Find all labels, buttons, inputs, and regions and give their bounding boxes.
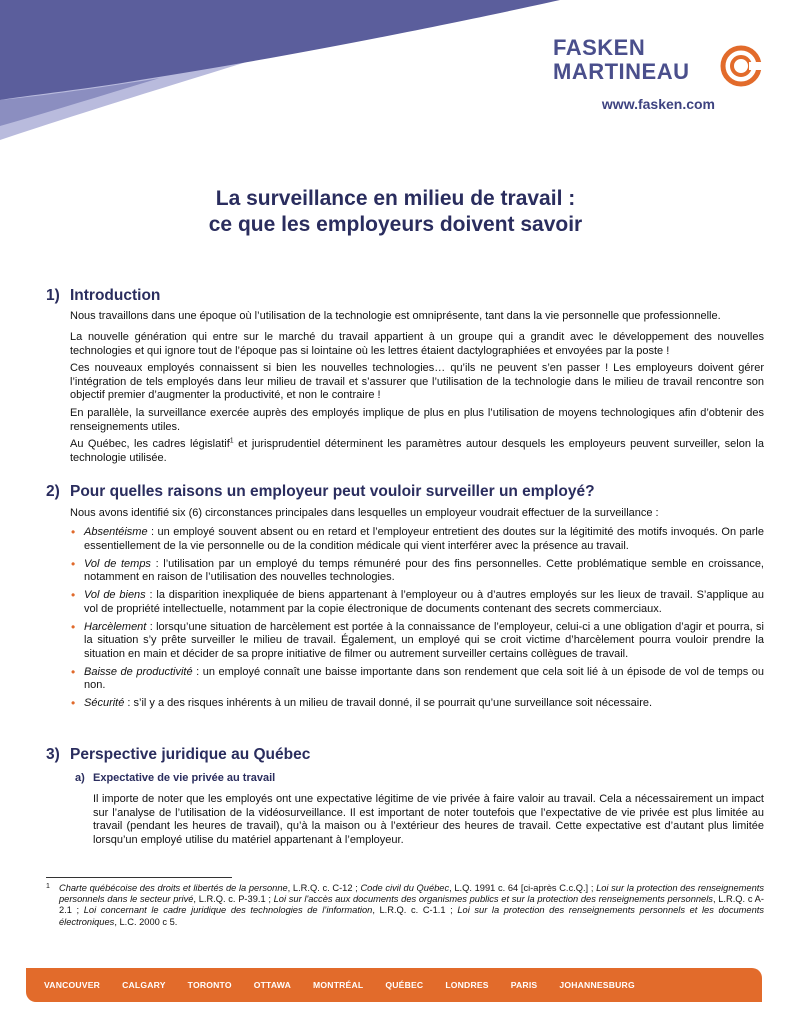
reason-text: : la disparition inexpliquée de biens appartenant à l’employeur ou à d’autres employés sur les lieux de travail. S’applique au vol de propriété intellectuelle, notamment par la copie électronique de documents contenant des secrets commerciaux.	[84, 589, 765, 615]
p5-text-b: et jurisprudentiel déterminent les paramètres autour desquels les employeurs peuvent surveiller, selon la technologie utilisée.	[70, 438, 764, 464]
section1-paragraph-2: La nouvelle génération qui entre sur le marché du travail appartient à un groupe qui a grandit avec le développement des nouvelles technologies et qui ignore tout de l’époque pas si lointaine où les lettres étaient dactylographiées et envoyées par la poste !	[70, 331, 764, 357]
office-name: VANCOUVER	[44, 980, 101, 990]
reason-term: Vol de biens	[84, 589, 146, 601]
footnote-1	[46, 883, 764, 928]
section3a-number: a)	[75, 772, 85, 784]
footnote-number: 1	[46, 883, 50, 890]
bullet-icon: •	[71, 588, 76, 602]
logo-swirl-icon	[719, 44, 763, 88]
office-name: CALGARY	[122, 980, 166, 990]
section2-title: Pour quelles raisons un employeur peut vouloir surveiller un employé?	[70, 483, 595, 500]
section1-heading	[46, 287, 160, 305]
bullet-icon: •	[71, 525, 76, 539]
footnote-ref-1[interactable]: 1	[229, 437, 234, 445]
section2-number: 2)	[46, 483, 60, 500]
reason-text: : lorsqu’une situation de harcèlement est portée à la connaissance de l’employeur, celui-ci a une obligation d’agir et pourra, si la situation s’y prête surveiller le milieu de travail. Également, un employé qui se croit victime d’harcèlement pourra vouloir prendre la situation en main et décider de sa propre initiative de filmer ou autrement surveiller certains collègues de travail.	[84, 620, 764, 660]
office-list	[44, 980, 657, 990]
p5-text-a: Au Québec, les cadres législatif	[70, 438, 230, 450]
office-name: MONTRÉAL	[313, 980, 364, 990]
header-swoosh-graphic	[0, 0, 791, 180]
office-name: PARIS	[510, 980, 538, 990]
section1-paragraph-4: En parallèle, la surveillance exercée auprès des employés implique de plus en plus l’utilisation de moyens technologiques afin d’obtenir des renseignements utiles.	[70, 407, 764, 433]
reason-term: Absentéisme	[84, 526, 148, 538]
bullet-icon: •	[71, 696, 76, 710]
section3a-heading	[75, 772, 275, 784]
section1-paragraph-1: Nous travaillons dans une époque où l’utilisation de la technologie est omniprésente, tant dans la vie personnelle que professionnelle.	[70, 310, 721, 322]
section3a-title: Expectative de vie privée au travail	[93, 772, 276, 784]
reason-text: : un employé souvent absent ou en retard et l’employeur entretient des doutes sur la légitimité des motifs invoqués. On parle essentiellement de la vie personnelle ou de la condition médicale qui vient interférer avec la présence au travail.	[84, 526, 764, 552]
bullet-icon: •	[71, 556, 76, 571]
website-url[interactable]: www.fasken.com	[601, 96, 715, 112]
footnote-separator	[46, 877, 232, 878]
reason-text: : s’il y a des risques inhérents à un milieu de travail donné, il se pourrait qu’une surveillance soit nécessaire.	[124, 697, 653, 709]
section2-intro: Nous avons identifié six (6) circonstances principales dans lesquelles un employeur voudrait effectuer de la surveillance :	[70, 507, 659, 519]
reason-item	[70, 558, 764, 585]
section1-title: Introduction	[70, 287, 161, 304]
logo-text-line1: FASKEN	[553, 35, 646, 60]
fasken-martineau-logo	[553, 35, 763, 112]
reason-item	[70, 666, 764, 693]
reason-item	[70, 697, 764, 711]
logo-text-line2: MARTINEAU	[553, 59, 690, 84]
reason-term: Baisse de productivité	[84, 665, 193, 678]
section1-paragraph-3: Ces nouveaux employés connaissent si bien les nouvelles technologies… qu’ils ne peuvent s’en passer ! Les employeurs doivent gérer l’intégration de tels employés dans leur milieu de travail et s’assurer que l’utilisation de la technologie dans le milieu de travail rencontre son objectif premier d’augmenter la productivité, et non le contraire !	[70, 362, 764, 401]
office-name: JOHANNESBURG	[559, 980, 635, 990]
reason-text: : l’utilisation par un employé du temps rémunéré pour des fins personnelles. Cette problématique semble en croissance, notamment en raison de l’utilisation des nouvelles technologies.	[84, 557, 764, 583]
section2-heading	[46, 483, 595, 501]
reason-term: Sécurité	[84, 697, 125, 709]
title-line2: ce que les employeurs doivent savoir	[208, 213, 583, 236]
bullet-icon: •	[71, 664, 76, 679]
section3a-paragraph: Il importe de noter que les employés ont une expectative légitime de vie privée à faire valoir au travail. Cela a nécessairement un impact sur l’analyse de l’utilisation de la vidéosurveillance. Il est important de noter toutefois que l’expectative de vie privée est plus limitée au travail (pendant les heures de travail), qu’à la maison ou à l’extérieur des heures de travail. Cette expectative est d’autant plus limitée lorsqu’un employé utilise du matériel appartenant à l’employeur.	[93, 793, 764, 846]
reason-term: Harcèlement	[84, 620, 147, 633]
bullet-icon: •	[71, 619, 76, 634]
section1-number: 1)	[46, 287, 60, 304]
reasons-bullet-list	[70, 526, 764, 715]
section1-paragraph-5	[70, 438, 764, 465]
document-title	[0, 186, 791, 238]
reason-term: Vol de temps	[84, 557, 151, 570]
section3-heading	[46, 746, 310, 764]
footer-office-bar	[26, 968, 762, 1002]
title-line1: La surveillance en milieu de travail :	[215, 187, 576, 210]
section3-title: Perspective juridique au Québec	[70, 746, 311, 763]
reason-item	[70, 621, 764, 662]
reason-item	[70, 589, 764, 616]
reason-item	[70, 526, 764, 553]
office-name: LONDRES	[445, 980, 489, 990]
office-name: QUÉBEC	[385, 980, 424, 990]
footnote-text: Charte québécoise des droits et libertés de la personne, L.R.Q. c. C-12 ; Code civil du Québec, L.Q. 1991 c. 64 [ci-après C.c.Q.] ; Loi sur la protection des renseignements personnels dans le secteur privé, L.R.Q. c. P-39.1 ; Loi sur l'accès aux documents des organismes publics et sur la protection des renseignements personnels, L.R.Q. c A-2.1 ; Loi concernant le cadre juridique des technologies de l’information, L.R.Q. c. C-1.1 ; Loi sur la protection des renseignements personnels et les documents électroniques, L.C. 2000 c 5.	[59, 883, 764, 927]
office-name: TORONTO	[187, 980, 232, 990]
office-name: OTTAWA	[253, 980, 292, 990]
reason-text: : un employé connaît une baisse importante dans son rendement que cela soit lié à un épisode de vol de temps ou non.	[84, 665, 764, 691]
section3-number: 3)	[46, 746, 60, 763]
